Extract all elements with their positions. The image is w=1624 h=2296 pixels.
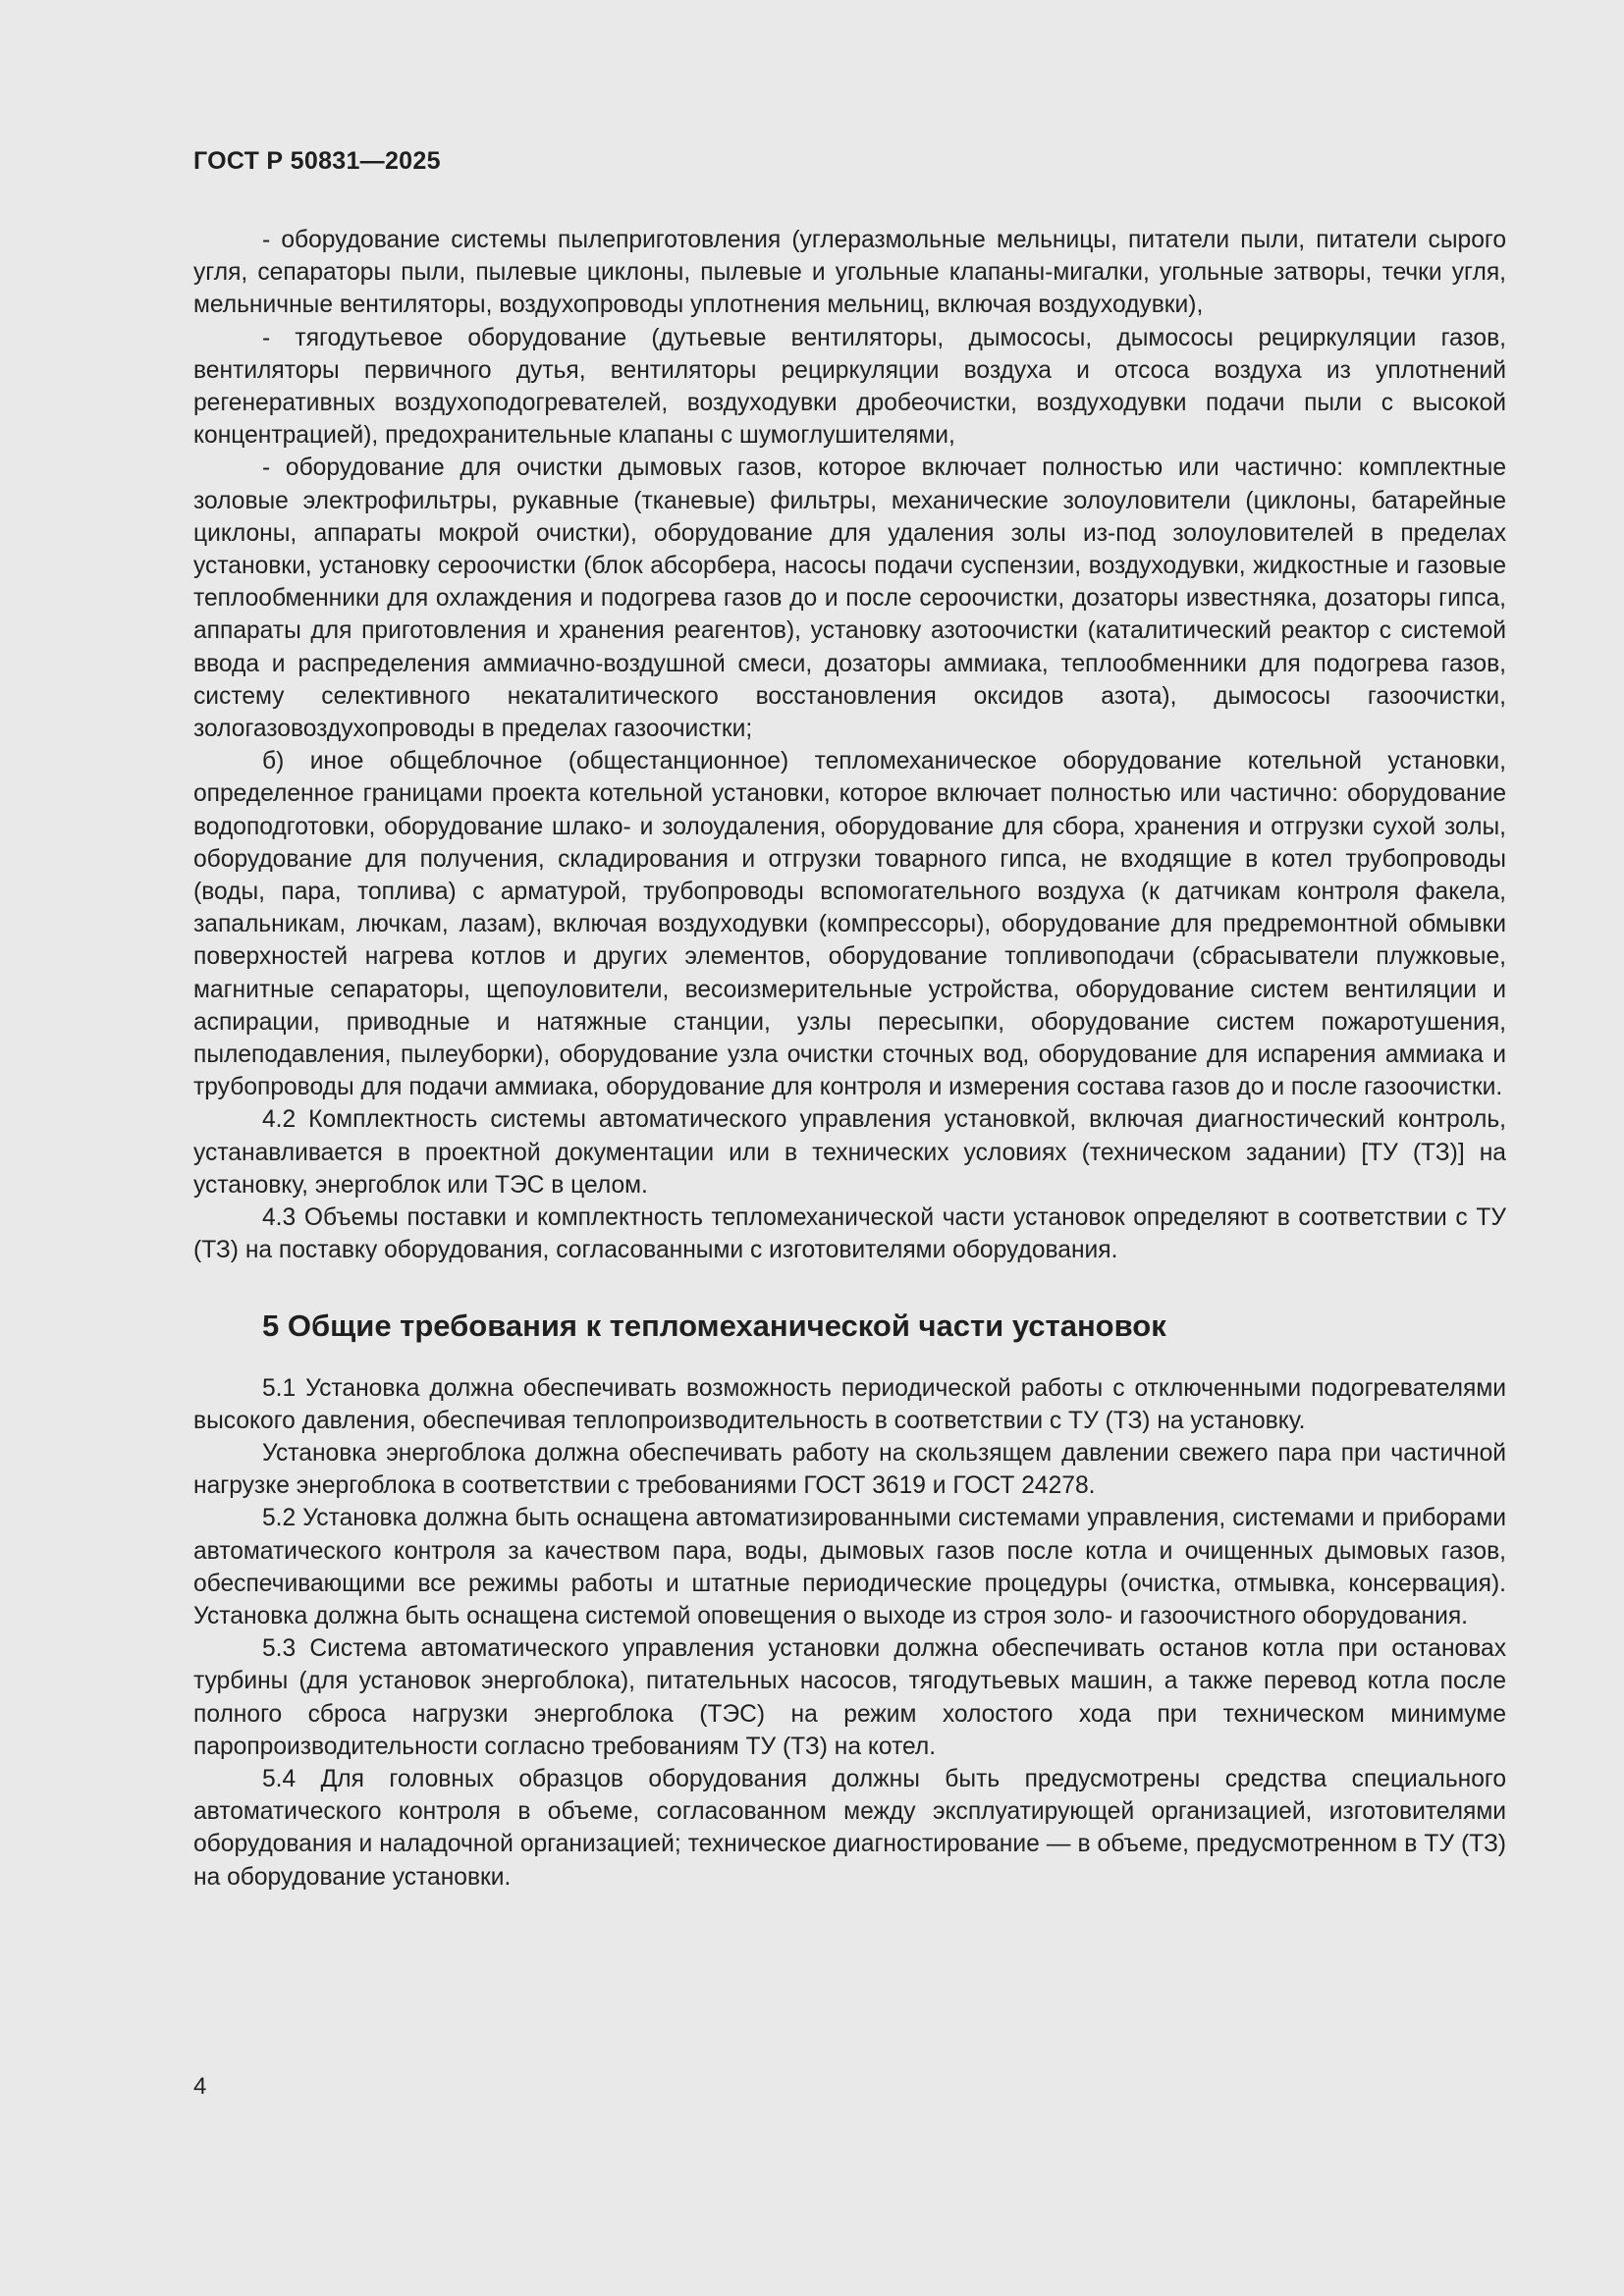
list-item: б) иное общеблочное (общестанционное) тепломеханическое оборудование котельной установки, определенное границами проекта котельной установки, которое включает полностью или частично: оборудование водоподготовки, оборудование шлако- и золоудаления, оборудование для сбора, хранения и отгрузки сухой золы, оборудование для получения, складирования и отгрузки товарного гипса, не входящие в котел трубопроводы (воды, пара, топлива) с арматурой, трубопроводы вспомогательного воздуха (к датчикам контроля факела, запальникам, лючкам, лазам), включая воздуходувки (компрессоры), оборудование для предремонтной обмывки поверхностей нагрева котлов и других элементов, оборудование топливоподачи (сбрасыватели плужковые, магнитные сепараторы, щепоуловители, весоизмерительные устройства, оборудование систем вентиляции и аспирации, приводные и натяжные станции, узлы пересыпки, оборудование систем пожаротушения, пылеподавления, пылеуборки), оборудование узла очистки сточных вод, оборудование для испарения аммиака и трубопроводы для подачи аммиака, оборудование для контроля и измерения состава газов до и после газоочистки.: [193, 748, 1506, 1101]
list-item: - оборудование системы пылеприготовления (углеразмольные мельницы, питатели пыли, питатели сырого угля, сепараторы пыли, пылевые циклоны, пылевые и угольные клапаны-мигалки, угольные затворы, течки угля, мельничные вентиляторы, воздухопроводы уплотнения мельниц, включая воздуходувки),: [193, 227, 1506, 319]
document-header: ГОСТ Р 50831—2025: [193, 147, 441, 175]
clause-5-1: 5.1 Установка должна обеспечивать возможность периодической работы с отключенными подогревателями высокого давления, обеспечивая теплопроизводительность в соответствии с ТУ (ТЗ) на установку.: [193, 1374, 1506, 1434]
clause-5-4: 5.4 Для головных образцов оборудования должны быть предусмотрены средства специального автоматического контроля в объеме, согласованном между эксплуатирующей организацией, изготовителями оборудования и наладочной организацией; техническое диагностирование — в объеме, предусмотренном в ТУ (ТЗ) на оборудование установки.: [193, 1765, 1506, 1891]
list-item: - тягодутьевое оборудование (дутьевые вентиляторы, дымососы, дымососы рециркуляции газов, вентиляторы первичного дутья, вентиляторы рециркуляции воздуха и отсоса воздуха из уплотнений регенеративных воздухоподогревателей, воздуходувки дробеочистки, воздуходувки подачи пыли с высокой концентрацией), предохранительные клапаны с шумоглушителями,: [193, 324, 1506, 450]
clause-5-1-continuation: Установка энергоблока должна обеспечивать работу на скользящем давлении свежего пара при частичной нагрузке энергоблока в соответствии с требованиями ГОСТ 3619 и ГОСТ 24278.: [193, 1439, 1506, 1500]
document-body: [193, 224, 1506, 1894]
page-number: 4: [193, 2073, 207, 2100]
section-heading: 5 Общие требования к тепломеханической части установок: [262, 1308, 1166, 1343]
clause-4-3: 4.3 Объемы поставки и комплектность тепломеханической части установок определяют в соответствии с ТУ (ТЗ) на поставку оборудования, согласованными с изготовителями оборудования.: [193, 1204, 1506, 1264]
clause-5-2: 5.2 Установка должна быть оснащена автоматизированными системами управления, системами и приборами автоматического контроля за качеством пара, воды, дымовых газов после котла и очищенных дымовых газов, обеспечивающими все режимы работы и штатные периодические процедуры (очистка, отмывка, консервация). Установка должна быть оснащена системой оповещения о выходе из строя золо- и газоочистного оборудования.: [193, 1505, 1506, 1629]
list-item: - оборудование для очистки дымовых газов, которое включает полностью или частично: комплектные золовые электрофильтры, рукавные (тканевые) фильтры, механические золоуловители (циклоны, батарейные циклоны, аппараты мокрой очистки), оборудование для удаления золы из-под золоуловителей в пределах установки, установку сероочистки (блок абсорбера, насосы подачи суспензии, воздуходувки, жидкостные и газовые теплообменники для охлаждения и подогрева газов до и после сероочистки, дозаторы известняка, дозаторы гипса, аппараты для приготовления и хранения реагентов), установку азотоочистки (каталитический реактор с системой ввода и распределения аммиачно-воздушной смеси, дозаторы аммиака, теплообменники для подогрева газов, систему селективного некаталитического восстановления оксидов азота), дымососы газоочистки, зологазовоздухопроводы в пределах газоочистки;: [193, 454, 1506, 743]
clause-5-3: 5.3 Система автоматического управления установки должна обеспечивать останов котла при остановах турбины (для установок энергоблока), питательных насосов, тягодутьевых машин, а также перевод котла после полного сброса нагрузки энергоблока (ТЭС) на режим холостого хода при техническом минимуме паропроизводительности согласно требованиям ТУ (ТЗ) на котел.: [193, 1635, 1506, 1760]
clause-4-2: 4.2 Комплектность системы автоматического управления установкой, включая диагностический контроль, устанавливается в проектной документации или в технических условиях (техническом задании) [ТУ (ТЗ)] на установку, энергоблок или ТЭС в целом.: [193, 1106, 1506, 1199]
